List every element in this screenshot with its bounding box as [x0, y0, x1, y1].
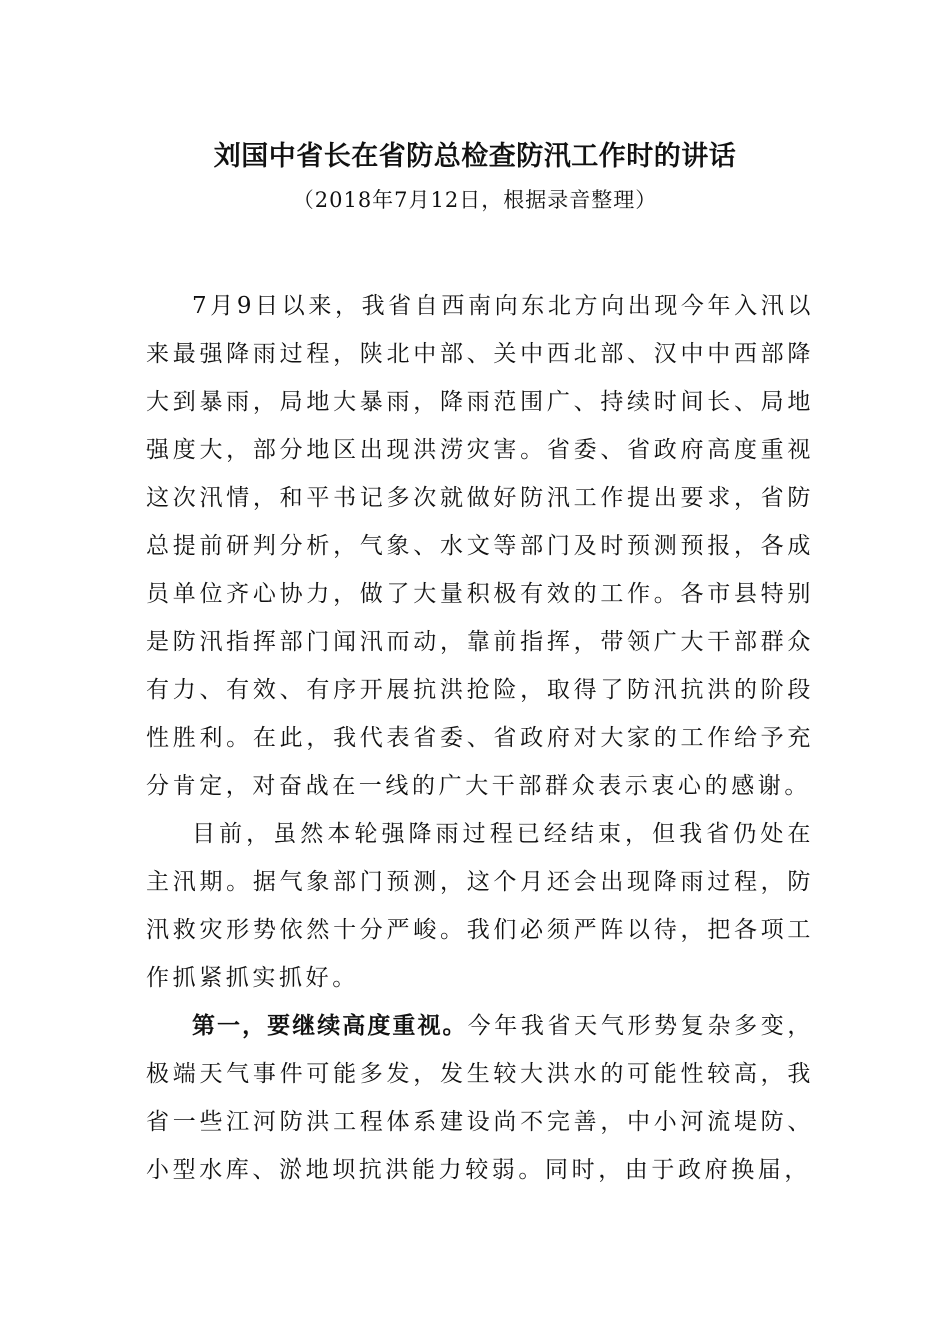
paragraph-1: 7月9日以来，我省自西南向东北方向出现今年入汛以来最强降雨过程，陕北中部、关中西北部、汉中中西部降大到暴雨，局地大暴雨，降雨范围广、持续时间长、局地强度大，部分地区出现洪涝灾害。省委、省政府高度重视这次汛情，和平书记多次就做好防汛工作提出要求，省防总提前研判分析，气象、水文等部门及时预测预报，各成员单位齐心协力，做了大量积极有效的工作。各市县特别是防汛指挥部门闻汛而动，靠前指挥，带领广大干部群众有力、有效、有序开展抗洪抢险，取得了防汛抗洪的阶段性胜利。在此，我代表省委、省政府对大家的工作给予充分肯定，对奋战在一线的广大干部群众表示衷心的感谢。: [146, 293, 814, 799]
document-subtitle: （2018年7月12日，根据录音整理）: [292, 188, 658, 212]
document-title: 刘国中省长在省防总检查防汛工作时的讲话: [213, 141, 737, 172]
document-body: [146, 282, 814, 1194]
paragraph-2: 目前，虽然本轮强降雨过程已经结束，但我省仍处在主汛期。据气象部门预测，这个月还会出现降雨过程，防汛救灾形势依然十分严峻。我们必须严阵以待，把各项工作抓紧抓实抓好。: [146, 821, 814, 991]
paragraph-3: [146, 1002, 814, 1194]
paragraph-3-text: 今年我省天气形势复杂多变，极端天气事件可能多发，发生较大洪水的可能性较高，我省一些江河防洪工程体系建设尚不完善，中小河流堤防、小型水库、淤地坝抗洪能力较弱。同时，由于政府换届，: [146, 1013, 814, 1183]
paragraph-3-lead: 第一，要继续高度重视。: [192, 1013, 468, 1039]
